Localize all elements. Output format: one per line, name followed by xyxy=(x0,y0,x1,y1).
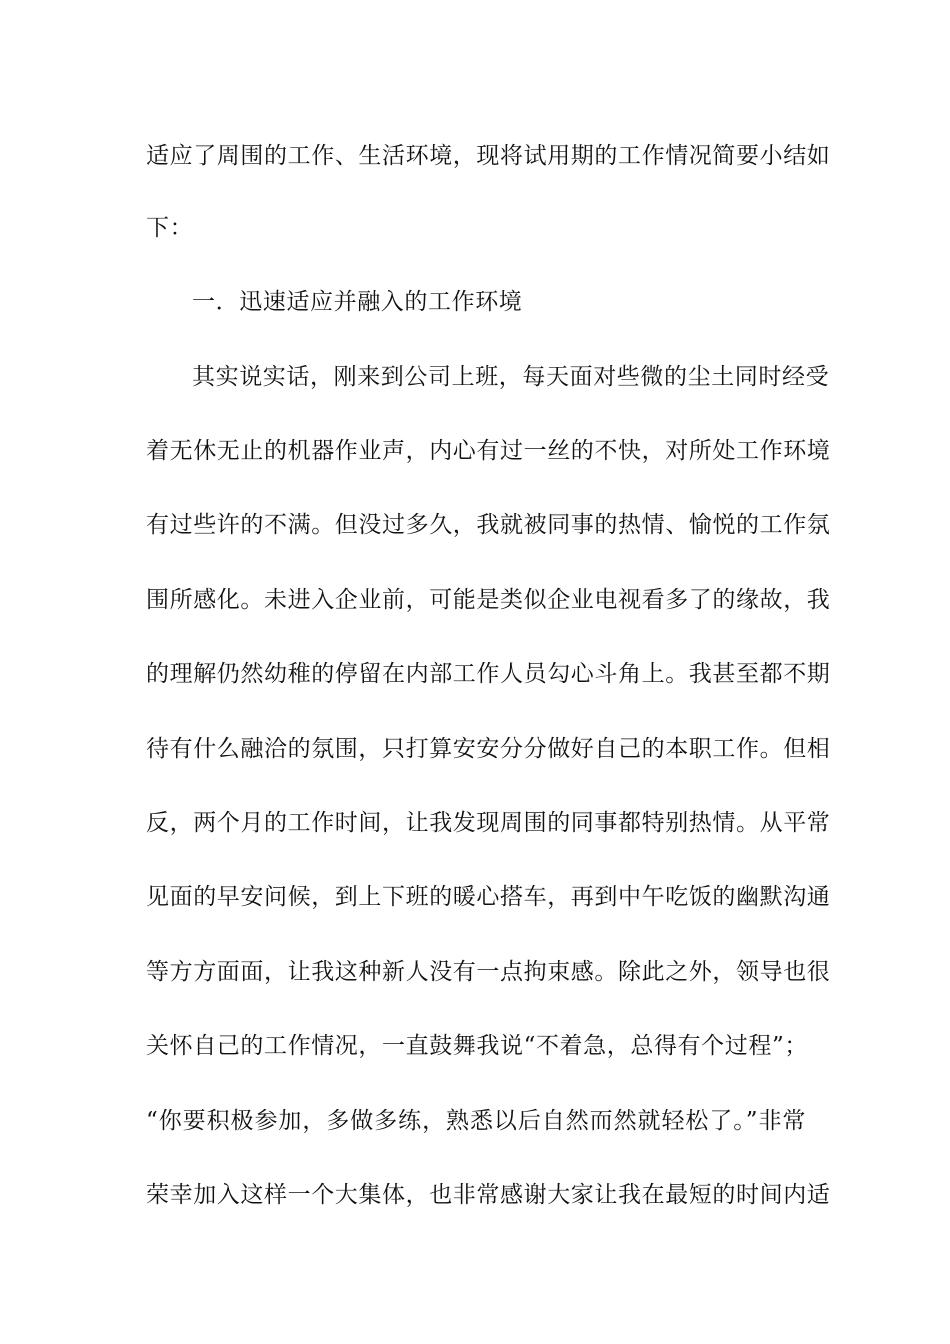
paragraph-line: 的理解仍然幼稚的停留在内部工作人员勾心斗角上。我甚至都不期 xyxy=(146,661,831,687)
paragraph-line: “你要积极参加，多做多练，熟悉以后自然而然就轻松了。”非常 xyxy=(146,1108,806,1134)
paragraph-line: 关怀自己的工作情况，一直鼓舞我说“不着急，总得有个过程”； xyxy=(146,1033,808,1059)
paragraph-line: 着无休无止的机器作业声，内心有过一丝的不快，对所处工作环境 xyxy=(146,438,831,464)
paragraph-line: 待有什么融洽的氛围，只打算安安分分做好自己的本职工作。但相 xyxy=(146,736,831,762)
paragraph-line: 反，两个月的工作时间，让我发现周围的同事都特别热情。从平常 xyxy=(146,810,831,836)
section-heading: 一．迅速适应并融入的工作环境 xyxy=(192,289,523,315)
paragraph-line: 见面的早安问候，到上下班的暖心搭车，再到中午吃饭的幽默沟通 xyxy=(146,884,831,910)
paragraph-line: 下： xyxy=(146,215,194,241)
paragraph-line: 等方方面面，让我这种新人没有一点拘束感。除此之外，领导也很 xyxy=(146,959,831,985)
paragraph-line: 荣幸加入这样一个大集体，也非常感谢大家让我在最短的时间内适 xyxy=(146,1182,831,1208)
paragraph-line: 有过些许的不满。但没过多久，我就被同事的热情、愉悦的工作氛 xyxy=(146,512,831,538)
paragraph-line: 适应了周围的工作、生活环境，现将试用期的工作情况简要小结如 xyxy=(146,143,831,169)
paragraph-line: 其实说实话，刚来到公司上班，每天面对些微的尘土同时经受 xyxy=(192,364,830,390)
paragraph-line: 围所感化。未进入企业前，可能是类似企业电视看多了的缘故，我 xyxy=(146,587,831,613)
